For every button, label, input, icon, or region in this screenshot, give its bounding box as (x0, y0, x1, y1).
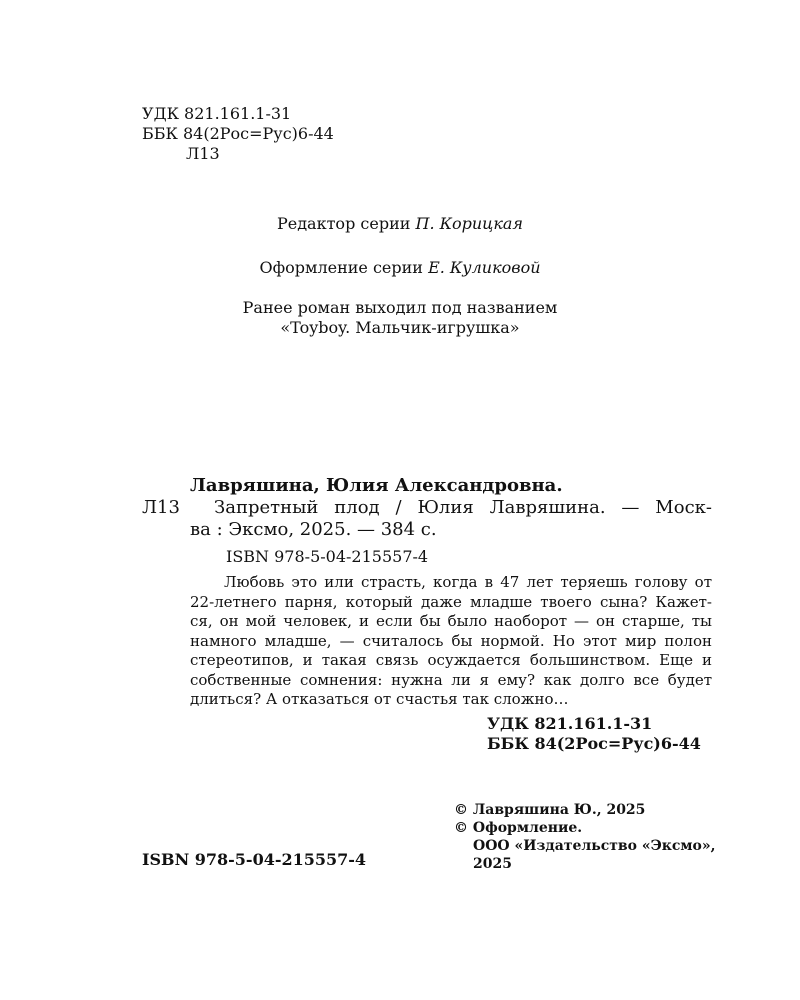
annotation-line: стереотипов, и такая связь осуждается большинством. Еще и (190, 651, 712, 669)
annotation-line: длиться? А отказаться от счастья так сложно… (190, 690, 569, 708)
annotation-line: намного младше, — считалось бы нормой. Но этот мир полон (190, 631, 712, 650)
catalog-annotation (190, 573, 712, 710)
catalog-title-line1: Запретный плод / Юлия Лавряшина. — Моск- (214, 497, 712, 518)
udk-code-top: УДК 821.161.1-31 (142, 104, 292, 123)
catalog-author-mark: Л13 (142, 497, 180, 518)
catalog-isbn: ISBN 978-5-04-215557-4 (226, 547, 429, 566)
annotation-line: 22-летнего парня, который даже младше твоего сына? Кажет- (190, 592, 712, 611)
author-mark-top: Л13 (186, 144, 220, 163)
previous-title-line1: Ранее роман выходил под названием (242, 298, 558, 317)
bbk-code-top: ББК 84(2Рос=Рус)6-44 (142, 124, 334, 143)
catalog-title-line2: ва : Эксмо, 2025. — 384 с. (190, 519, 437, 540)
copyright-author: © Лавряшина Ю., 2025 (454, 802, 646, 818)
copyright-publisher: ООО «Издательство «Эксмо», (473, 838, 716, 854)
series-editor-name: П. Корицкая (415, 214, 524, 233)
copyright-design: © Оформление. (454, 820, 583, 836)
annotation-line: собственные сомнения: нужна ли я ему? как долго все будет (190, 670, 712, 689)
series-design-label: Оформление серии (259, 258, 423, 277)
series-design (0, 258, 800, 278)
annotation-line: ся, он мой человек, и если бы было наоборот — он старше, ты (190, 612, 712, 630)
annotation-line: Любовь это или страсть, когда в 47 лет теряешь голову от (224, 573, 712, 591)
series-design-name: Е. Куликовой (428, 258, 541, 277)
previous-title-line2: «Toyboy. Мальчик-игрушка» (280, 318, 520, 337)
footer-isbn: ISBN 978-5-04-215557-4 (142, 850, 367, 869)
series-editor-label: Редактор серии (276, 214, 411, 233)
copyright-year: 2025 (473, 856, 512, 872)
catalog-author: Лавряшина, Юлия Александровна. (190, 475, 563, 496)
series-editor (0, 214, 800, 234)
bbk-code-card: ББК 84(2Рос=Рус)6-44 (487, 734, 701, 753)
udk-code-card: УДК 821.161.1-31 (487, 714, 653, 733)
